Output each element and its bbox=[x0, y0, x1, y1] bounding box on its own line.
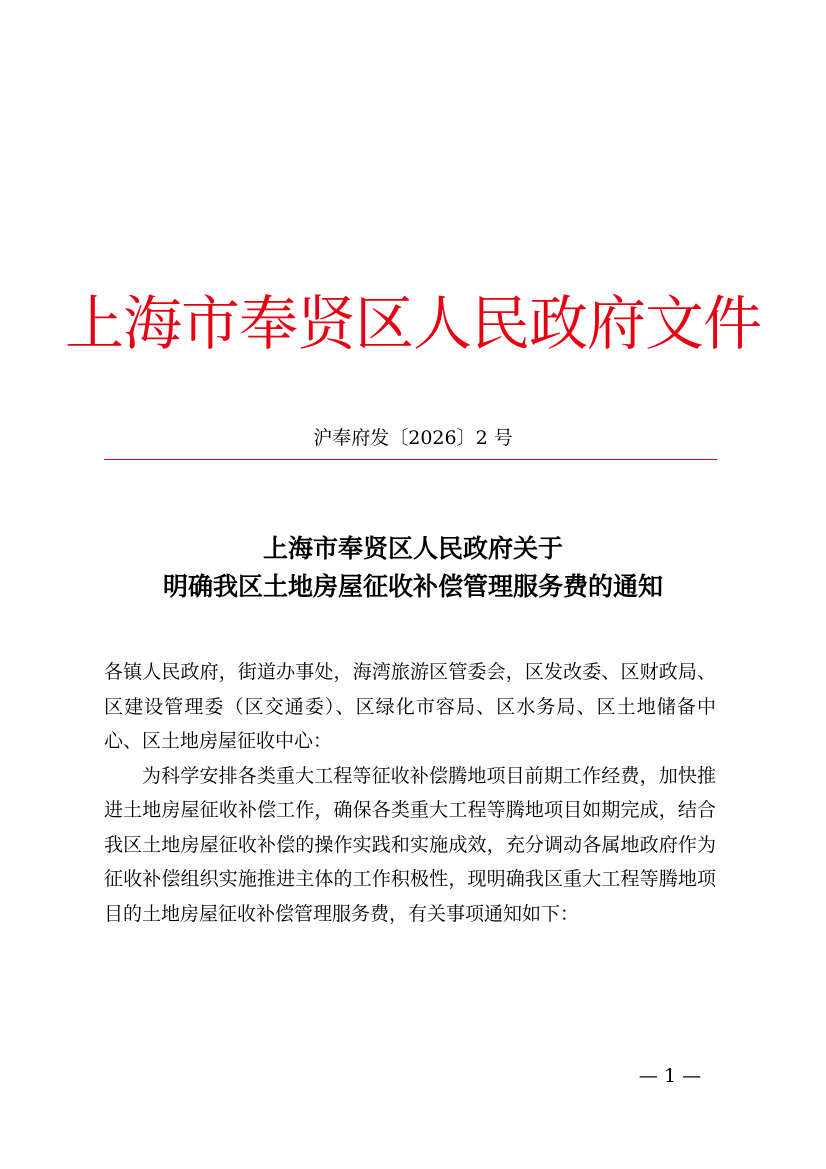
recipients-paragraph: 各镇人民政府，街道办事处，海湾旅游区管委会，区发改委、区财政局、区建设管理委（区交通委）、区绿化市容局、区水务局、区土地储备中心、区土地房屋征收中心： bbox=[104, 661, 716, 752]
title-line-2: 明确我区土地房屋征收补偿管理服务费的通知 bbox=[162, 572, 663, 601]
document-number: 沪奉府发〔2026〕2 号 bbox=[313, 427, 513, 449]
page-number: — 1 — bbox=[638, 1065, 702, 1087]
red-divider-line bbox=[104, 459, 717, 460]
body-paragraph-1: 为科学安排各类重大工程等征收补偿腾地项目前期工作经费，加快推进土地房屋征收补偿工作，确保各类重大工程等腾地项目如期完成，结合我区土地房屋征收补偿的操作实践和实施成效，充分调动各属地政府作为征收补偿组织实施推进主体的工作积极性，现明确我区重大工程等腾地项目的土地房屋征收补偿管理服务费，有关事项通知如下： bbox=[104, 764, 716, 925]
document-masthead: 上海市奉贤区人民政府文件 bbox=[64, 289, 761, 358]
document-title bbox=[0, 530, 826, 606]
document-body bbox=[104, 655, 716, 931]
title-line-1: 上海市奉贤区人民政府关于 bbox=[262, 534, 563, 563]
